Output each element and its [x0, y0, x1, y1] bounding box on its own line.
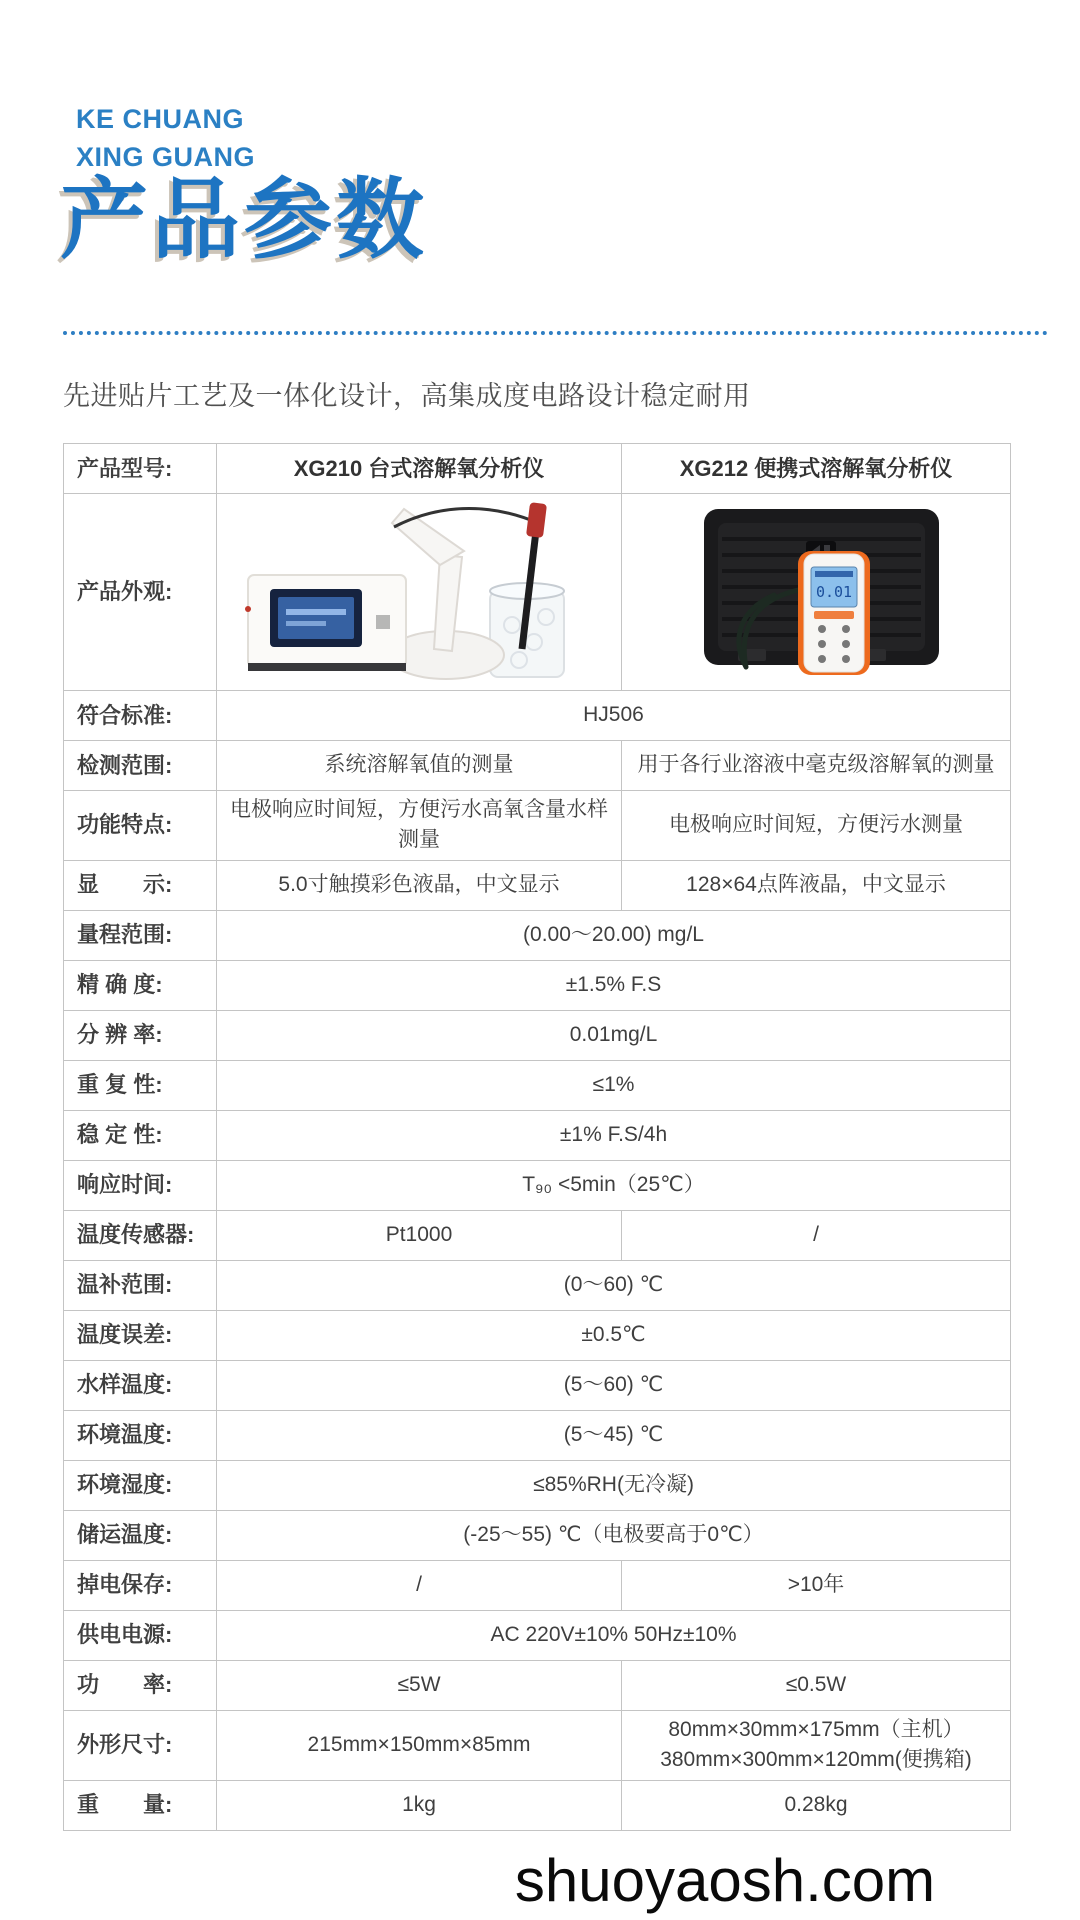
spec-label: 环境温度: — [64, 1410, 217, 1460]
spec-label: 储运温度: — [64, 1510, 217, 1560]
table-row — [64, 1560, 1011, 1610]
spec-value: XG212 便携式溶解氧分析仪 — [622, 444, 1011, 494]
brand-block — [76, 100, 255, 176]
spec-label: 符合标准: — [64, 691, 217, 741]
spec-value: / — [622, 1210, 1011, 1260]
spec-value: ≤0.5W — [622, 1660, 1011, 1710]
spec-label: 掉电保存: — [64, 1560, 217, 1610]
spec-value: 电极响应时间短，方便污水测量 — [622, 791, 1011, 861]
table-row — [64, 860, 1011, 910]
spec-value: ±1% F.S/4h — [217, 1110, 1011, 1160]
spec-value: / — [217, 1560, 622, 1610]
product-image-xg212 — [622, 494, 1011, 691]
spec-value: (-25～55) ℃（电极要高于0℃） — [217, 1510, 1011, 1560]
spec-label: 重 量: — [64, 1780, 217, 1830]
page-title: 产品参数 — [60, 170, 429, 269]
table-row — [64, 1460, 1011, 1510]
spec-label: 分 辨 率: — [64, 1010, 217, 1060]
page-subtitle: 先进贴片工艺及一体化设计，高集成度电路设计稳定耐用 — [63, 381, 751, 411]
spec-label: 外形尺寸: — [64, 1710, 217, 1780]
table-row — [64, 741, 1011, 791]
spec-label: 稳 定 性: — [64, 1110, 217, 1160]
xg212-portable-analyzer-image — [646, 497, 986, 687]
spec-label: 功 率: — [64, 1660, 217, 1710]
handheld-meter-graphic — [798, 551, 870, 675]
table-row — [64, 1260, 1011, 1310]
spec-value: 1kg — [217, 1780, 622, 1830]
spec-value: (0～60) ℃ — [217, 1260, 1011, 1310]
brand-line-1: KE CHUANG — [76, 104, 245, 134]
table-row — [64, 1210, 1011, 1260]
spec-label: 精 确 度: — [64, 960, 217, 1010]
spec-value: Pt1000 — [217, 1210, 622, 1260]
spec-value: 0.28kg — [622, 1780, 1011, 1830]
spec-value: ≤1% — [217, 1060, 1011, 1110]
spec-value: 80mm×30mm×175mm（主机） 380mm×300mm×120mm(便携箱) — [622, 1710, 1011, 1780]
spec-label: 重 复 性: — [64, 1060, 217, 1110]
table-row — [64, 1360, 1011, 1410]
xg210-benchtop-analyzer-image — [234, 497, 604, 687]
spec-value: (5～45) ℃ — [217, 1410, 1011, 1460]
spec-label: 温度传感器: — [64, 1210, 217, 1260]
spec-label: 显 示: — [64, 860, 217, 910]
spec-value: 215mm×150mm×85mm — [217, 1710, 622, 1780]
watermark-text: shuoyaosh.com — [514, 1847, 936, 1914]
spec-value: ≤5W — [217, 1660, 622, 1710]
table-row — [64, 960, 1011, 1010]
svg-text:0.01: 0.01 — [815, 583, 853, 601]
spec-label: 供电电源: — [64, 1610, 217, 1660]
table-row — [64, 1660, 1011, 1710]
table-row — [64, 691, 1011, 741]
spec-label: 量程范围: — [64, 910, 217, 960]
table-row — [64, 444, 1011, 494]
spec-value: 电极响应时间短，方便污水高氧含量水样测量 — [217, 791, 622, 861]
table-row — [64, 791, 1011, 861]
table-row — [64, 1510, 1011, 1560]
spec-value: 系统溶解氧值的测量 — [217, 741, 622, 791]
table-row — [64, 494, 1011, 691]
spec-value: 用于各行业溶液中毫克级溶解氧的测量 — [622, 741, 1011, 791]
spec-value: ±0.5℃ — [217, 1310, 1011, 1360]
table-row — [64, 1160, 1011, 1210]
spec-value: T₉₀ <5min（25℃） — [217, 1160, 1011, 1210]
spec-value: HJ506 — [217, 691, 1011, 741]
spec-label: 功能特点: — [64, 791, 217, 861]
spec-label: 温补范围: — [64, 1260, 217, 1310]
table-row — [64, 1010, 1011, 1060]
spec-value: 128×64点阵液晶，中文显示 — [622, 860, 1011, 910]
spec-table — [63, 443, 1011, 1831]
spec-value: (5～60) ℃ — [217, 1360, 1011, 1410]
brand-line-2: XING GUANG — [76, 142, 256, 172]
spec-value: XG210 台式溶解氧分析仪 — [217, 444, 622, 494]
spec-label: 温度误差: — [64, 1310, 217, 1360]
benchtop-meter-graphic — [245, 575, 406, 671]
table-row — [64, 1110, 1011, 1160]
spec-label: 响应时间: — [64, 1160, 217, 1210]
table-row — [64, 1410, 1011, 1460]
table-row — [64, 1610, 1011, 1660]
spec-value: 0.01mg/L — [217, 1010, 1011, 1060]
spec-label: 产品外观: — [64, 494, 217, 691]
table-row — [64, 1780, 1011, 1830]
spec-value: ≤85%RH(无冷凝) — [217, 1460, 1011, 1510]
spec-value: >10年 — [622, 1560, 1011, 1610]
spec-label: 水样温度: — [64, 1360, 217, 1410]
product-image-xg210 — [217, 494, 622, 691]
spec-label: 检测范围: — [64, 741, 217, 791]
spec-label: 产品型号: — [64, 444, 217, 494]
spec-value: ±1.5% F.S — [217, 960, 1011, 1010]
spec-value: (0.00～20.00) mg/L — [217, 910, 1011, 960]
spec-value: AC 220V±10% 50Hz±10% — [217, 1610, 1011, 1660]
spec-value: 5.0寸触摸彩色液晶，中文显示 — [217, 860, 622, 910]
table-row — [64, 1710, 1011, 1780]
table-row — [64, 1310, 1011, 1360]
table-row — [64, 910, 1011, 960]
spec-label: 环境湿度: — [64, 1460, 217, 1510]
table-row — [64, 1060, 1011, 1110]
dotted-divider — [63, 331, 1048, 335]
